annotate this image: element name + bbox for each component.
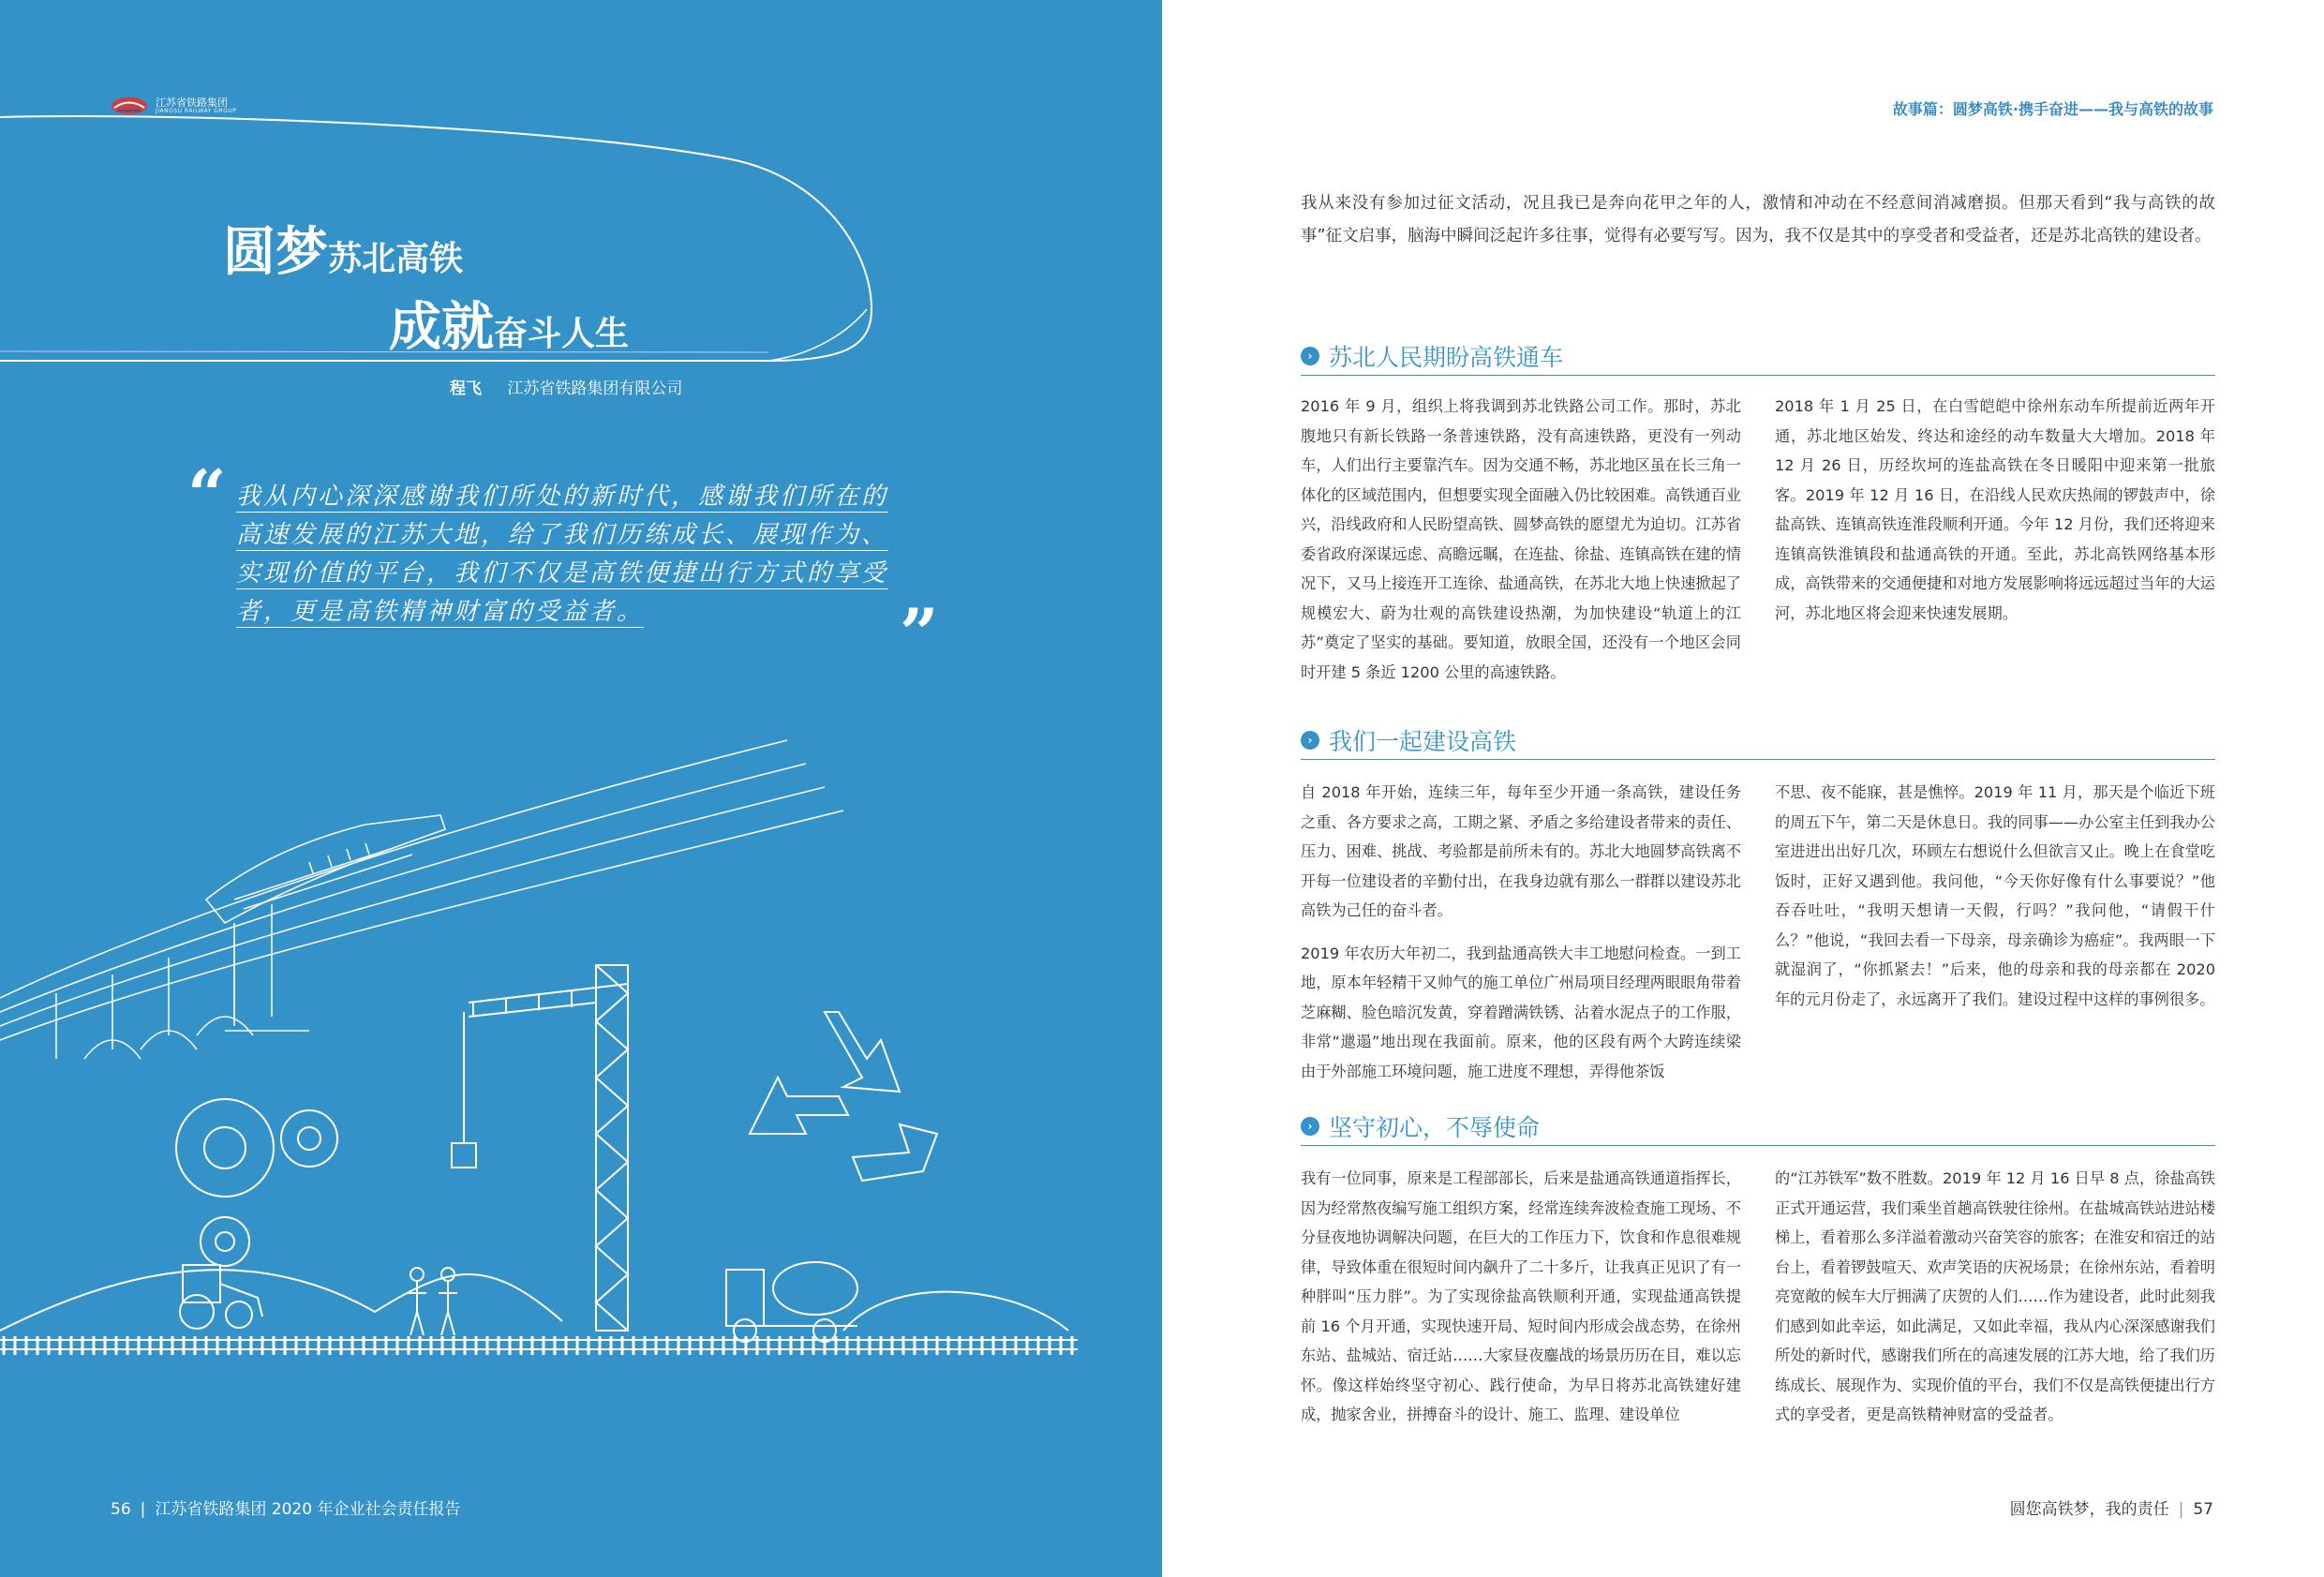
section-1-left-column — [1301, 392, 1741, 700]
section-title: 我们一起建设高铁 — [1329, 728, 1517, 755]
section-heading-1 — [1301, 337, 2215, 376]
paragraph: 自 2018 年开始，连续三年，每年至少开通一条高铁，建设任务之重、各方要求之高，工期之紧、矛盾之多给建设者带来的责任、压力、困难、挑战、考验都是前所未有的。苏北大地圆梦高铁离不开每一位建设者的辛勤付出，在我身边就有那么一群群以建设苏北高铁为己任的奋斗者。 — [1301, 783, 1741, 919]
title-line-2 — [389, 286, 629, 361]
footer-motto: 圆您高铁梦，我的责任 — [2009, 1500, 2169, 1519]
paragraph: 2019 年农历大年初二，我到盐通高铁大丰工地慰问检查。一到工地，原本年轻精干又帅气的施工单位广州局项目经理两眼眼角带着芝麻糊、脸色暗沉发黄，穿着蹭满铁锈、沾着水泥点子的工作服，非常“邋遢”地出现在我面前。原来，他的区段有两个大跨连续梁由于外部施工环境问题，施工进度不理想，弄得他茶饭 — [1301, 944, 1741, 1080]
right-footer — [2010, 1495, 2213, 1519]
paragraph: 不思、夜不能寐，甚是憔悴。2019 年 11 月，那天是个临近下班的周五下午，第二天是休息日。我的同事——办公室主任到我办公室进进出出好几次，环顾左右想说什么但欲言又止。晚上在食堂吃饭时，正好又遇到他。我问他，“今天你好像有什么事要说？”他吞吞吐吐，“我明天想请一天假，行吗？”我问他，“请假干什么？”他说，“我回去看一下母亲，母亲确诊为癌症”。我两眼一下就湿润了，“你抓紧去！”后来，他的母亲和我的母亲都在 2020 年的元月份走了，永远离开了我们。建设过程中这样的事例很多。 — [1775, 783, 2215, 1008]
section-2-left-column — [1301, 778, 1741, 1099]
author-line — [450, 375, 682, 398]
footer-separator: | — [140, 1500, 146, 1519]
section-heading-3 — [1301, 1108, 2215, 1146]
quote-open-mark: “ — [187, 454, 227, 534]
section-1-right-column — [1775, 392, 2215, 641]
right-page — [1162, 0, 2324, 1577]
paragraph: 2016 年 9 月，组织上将我调到苏北铁路公司工作。那时，苏北腹地只有新长铁路一条普速铁路，没有高速铁路，更没有一列动车，人们出行主要靠汽车。因为交通不畅，苏北地区虽在长三角一体化的区域范围内，但想要实现全面融入仍比较困难。高铁通百业兴，沿线政府和人民盼望高铁、圆梦高铁的愿望尤为迫切。江苏省委省政府深谋远虑、高瞻远瞩，在连盐、徐盐、连镇高铁在建的情况下，又马上接连开工连徐、盐通高铁，在苏北大地上快速掀起了规模宏大、蔚为壮观的高铁建设热潮，为加快建设“轨道上的江苏”奠定了坚实的基础。要知道，放眼全国，还没有一个地区会同时开建 5 条近 1200 公里的高速铁路。 — [1301, 397, 1741, 681]
section-3-right-column — [1775, 1164, 2215, 1443]
title-line-2-big: 成就 — [389, 297, 494, 358]
title-line-1-big: 圆梦 — [223, 222, 328, 283]
section-2-right-column — [1775, 778, 2215, 1027]
logo-cn: 江苏省铁路集团 — [156, 96, 228, 109]
arrow-right-icon: › — [1301, 347, 1319, 365]
running-head: 故事篇：圆梦高铁·携手奋进——我与高铁的故事 — [1892, 100, 2213, 118]
section-3-left-column — [1301, 1164, 1741, 1443]
footer-separator: | — [2178, 1500, 2184, 1519]
section-heading-2 — [1301, 722, 2215, 760]
paragraph: 2018 年 1 月 25 日，在白雪皑皑中徐州东动车所提前近两年开通，苏北地区始发、终达和途经的动车数量大大增加。2018 年 12 月 26 日，历经坎坷的连盐高铁在冬日暖阳中迎来第一批旅客。2019 年 12 月 16 日，在沿线人民欢庆热闹的锣鼓声中，徐盐高铁、连镇高铁连淮段顺利开通。今年 12 月份，我们还将迎来连镇高铁淮镇段和盐通高铁的开通。至此，苏北高铁网络基本形成，高铁带来的交通便捷和对地方发展影响将远远超过当年的大运河，苏北地区将会迎来快速发展期。 — [1775, 397, 2215, 622]
title-line-2-small: 奋斗人生 — [494, 315, 630, 353]
company-logo — [111, 92, 261, 120]
title-line-1 — [223, 211, 463, 286]
section-title: 坚守初心，不辱使命 — [1329, 1114, 1541, 1141]
logo-text — [156, 97, 236, 115]
title-line-1-small: 苏北高铁 — [328, 240, 464, 278]
quote-close-mark: ” — [900, 593, 939, 673]
report-title: 江苏省铁路集团 2020 年企业社会责任报告 — [155, 1500, 461, 1519]
section-title: 苏北人民期盼高铁通车 — [1329, 344, 1564, 371]
paragraph: 的“江苏铁军”数不胜数。2019 年 12 月 16 日早 8 点，徐盐高铁正式开通运营，我们乘坐首趟高铁驶往徐州。在盐城高铁站进站楼梯上，看着那么多洋溢着激动兴奋笑容的旅客；在淮安和宿迁的站台上，看着锣鼓喧天、欢声笑语的庆祝场景；在徐州东站，看着明亮宽敞的候车大厅拥满了庆贺的人们……作为建设者，此时此刻我们感到如此幸运，如此满足，又如此幸福，我从内心深深感谢我们所处的新时代，感谢我们所在的高速发展的江苏大地，给了我们历练成长、展现作为、实现价值的平台，我们不仅是高铁便捷出行方式的享受者，更是高铁精神财富的受益者。 — [1775, 1169, 2215, 1423]
paragraph: 我有一位同事，原来是工程部部长，后来是盐通高铁通道指挥长，因为经常熬夜编写施工组织方案，经常连续奔波检查施工现场、不分昼夜地协调解决问题，在巨大的工作压力下，饮食和作息很难规律，导致体重在很短时间内飙升了二十多斤，让我真正见识了有一种胖叫“压力胖”。为了实现徐盐高铁顺利开通，实现盐通高铁提前 16 个月开通，实现快速开局、短时间内形成会战态势，在徐州东站、盐城站、宿迁站……大家昼夜鏖战的场景历历在目，难以忘怀。像这样始终坚守初心、践行使命，为早日将苏北高铁建好建成，抛家舍业，拼搏奋斗的设计、施工、监理、建设单位 — [1301, 1169, 1741, 1423]
page-number-right: 57 — [2193, 1500, 2213, 1519]
author-name: 程飞 — [450, 379, 482, 398]
author-org: 江苏省铁路集团有限公司 — [507, 379, 683, 398]
logo-en: JIANGSU RAILWAY GROUP — [156, 107, 237, 114]
page-number-left: 56 — [111, 1500, 131, 1519]
logo-icon — [111, 96, 148, 116]
intro-paragraph: 我从来没有参加过征文活动，况且我已是奔向花甲之年的人，激情和冲动在不经意间消减磨损。但那天看到“我与高铁的故事”征文启事，脑海中瞬间泛起许多往事，觉得有必要写写。因为，我不仅是其中的享受者和受益者，还是苏北高铁的建设者。 — [1301, 194, 2215, 245]
arrow-right-icon: › — [1301, 731, 1319, 750]
arrow-right-icon: › — [1301, 1117, 1319, 1136]
left-footer — [111, 1495, 460, 1519]
pull-quote: 我从内心深深感谢我们所处的新时代，感谢我们所在的高速发展的江苏大地，给了我们历练成长、展现作为、实现价值的平台，我们不仅是高铁便捷出行方式的享受者，更是高铁精神财富的受益者。 — [236, 483, 889, 626]
